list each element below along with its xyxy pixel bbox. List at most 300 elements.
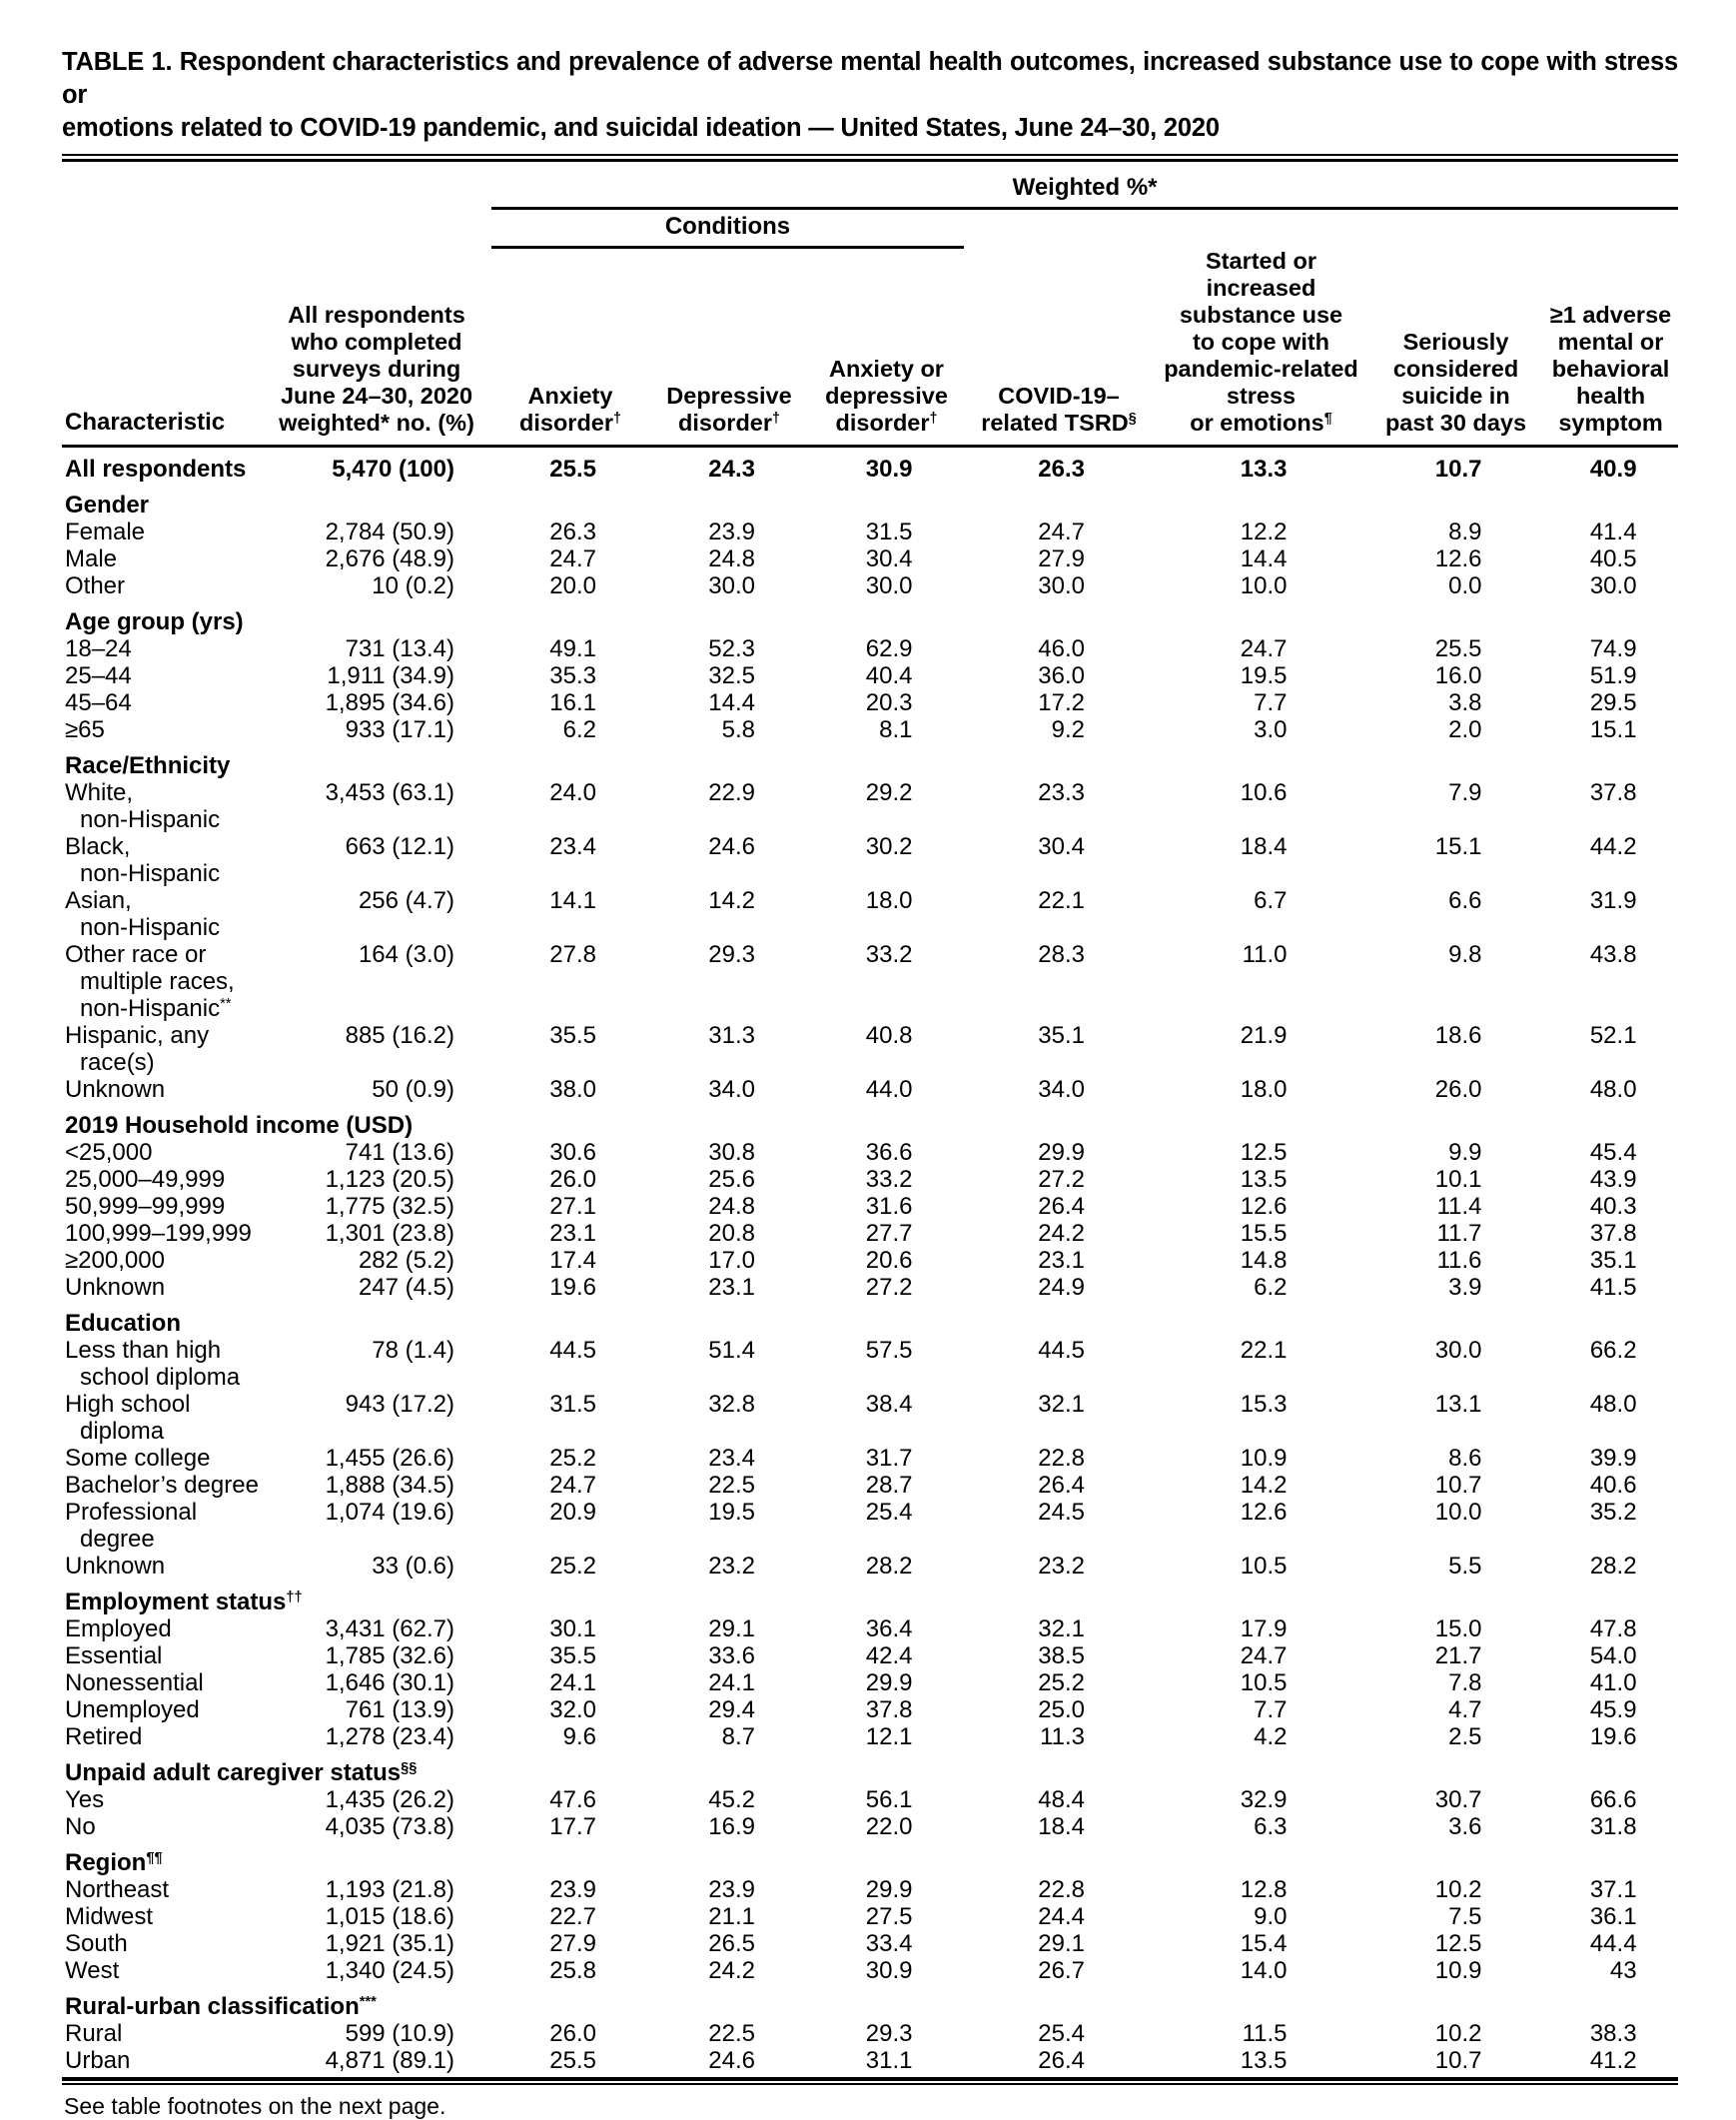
value-cell: 31.8 [1589, 1812, 1637, 1840]
value-cell: 56.1 [865, 1785, 913, 1813]
respondents-count-cell: 1,278 (23.4) [325, 1722, 454, 1750]
value-cell: 11.6 [1436, 1246, 1482, 1274]
respondents-count-cell: 599 (10.9) [345, 2019, 454, 2047]
table-row [62, 1786, 1678, 1813]
value-cell: 14.4 [708, 688, 755, 716]
value-cell: 31.3 [708, 1021, 755, 1049]
column-header: Started or increased substance use to cope with pandemic-related stress or emotions¶ [1154, 248, 1368, 447]
value-cell: 6.6 [1448, 886, 1482, 914]
value-cell: 24.7 [1038, 518, 1085, 545]
table-row [62, 779, 1678, 833]
value-cell: 48.0 [1589, 1390, 1637, 1418]
value-cell: 9.9 [1448, 1138, 1482, 1166]
value-cell: 11.5 [1242, 2019, 1288, 2047]
value-cell: 5.8 [721, 715, 755, 743]
value-cell: 14.1 [549, 886, 596, 914]
value-cell: 30.4 [1038, 832, 1085, 860]
value-cell: 33.6 [708, 1641, 755, 1669]
value-cell: 15.4 [1240, 1929, 1288, 1957]
value-cell: 21.9 [1240, 1021, 1288, 1049]
row-label-cell: Urban [65, 2046, 131, 2074]
value-cell: 6.2 [1254, 1273, 1288, 1301]
value-cell: 6.2 [562, 715, 596, 743]
value-cell: 30.7 [1434, 1785, 1482, 1813]
respondents-count-cell: 1,435 (26.2) [325, 1785, 454, 1813]
value-cell: 27.2 [1038, 1165, 1085, 1193]
respondents-count-cell: 1,455 (26.6) [325, 1444, 454, 1472]
value-cell: 24.8 [708, 544, 755, 572]
value-cell: 30.2 [865, 832, 913, 860]
value-cell: 44.5 [549, 1336, 596, 1364]
table-row [62, 1499, 1678, 1553]
value-cell: 10.9 [1434, 1956, 1482, 1984]
value-cell: 10.7 [1434, 2046, 1482, 2074]
value-cell: 10.9 [1240, 1444, 1288, 1472]
value-cell: 23.4 [708, 1444, 755, 1472]
row-label-cell: South [65, 1929, 128, 1957]
row-label-cell: Bachelor’s degree [65, 1471, 259, 1499]
value-cell: 51.9 [1589, 661, 1637, 689]
value-cell: 18.4 [1240, 832, 1288, 860]
respondents-count-cell: 247 (4.5) [358, 1273, 454, 1301]
value-cell: 0.0 [1448, 571, 1482, 599]
weighted-header-row [62, 162, 1678, 209]
value-cell: 37.8 [1589, 778, 1637, 806]
respondents-count-cell: 731 (13.4) [345, 634, 454, 662]
value-cell: 27.9 [549, 1929, 596, 1957]
value-cell: 40.5 [1589, 544, 1637, 572]
section-row [62, 743, 1678, 779]
value-cell: 10.7 [1434, 455, 1482, 483]
row-label-cell: Unemployed [65, 1695, 200, 1723]
value-cell: 13.5 [1240, 1165, 1288, 1193]
column-header: Depressive disorder† [649, 248, 809, 447]
value-cell: 24.7 [549, 1471, 596, 1499]
row-label-cell: 25–44 [65, 661, 132, 689]
table-row [62, 941, 1678, 1022]
value-cell: 24.2 [708, 1956, 755, 1984]
table-row [62, 1615, 1678, 1642]
value-cell: 32.5 [708, 661, 755, 689]
page-title-line1: TABLE 1. Respondent characteristics and prevalence of adverse mental health outcomes, increased substance use to cope with stress or [62, 48, 1678, 109]
value-cell: 41.4 [1589, 518, 1637, 545]
value-cell: 7.7 [1254, 1695, 1288, 1723]
value-cell: 37.8 [1589, 1219, 1637, 1247]
respondents-count-cell: 5,470 (100) [332, 455, 454, 483]
table-row [62, 1391, 1678, 1445]
value-cell: 31.5 [865, 518, 913, 545]
table-row [62, 545, 1678, 572]
row-label-cell: 18–24 [65, 634, 132, 662]
value-cell: 51.4 [708, 1336, 755, 1364]
value-cell: 15.5 [1240, 1219, 1288, 1247]
value-cell: 31.5 [549, 1390, 596, 1418]
value-cell: 6.3 [1254, 1812, 1288, 1840]
value-cell: 13.3 [1240, 455, 1288, 483]
section-row [62, 1840, 1678, 1876]
table-row [62, 572, 1678, 599]
value-cell: 4.2 [1254, 1722, 1288, 1750]
characteristic-header: Characteristic [62, 248, 262, 447]
value-cell: 12.6 [1240, 1192, 1288, 1220]
respondents-count-cell: 2,676 (48.9) [325, 544, 454, 572]
respondents-count-cell: 885 (16.2) [345, 1021, 454, 1049]
value-cell: 16.9 [708, 1812, 755, 1840]
value-cell: 15.0 [1434, 1614, 1482, 1642]
value-cell: 20.9 [549, 1498, 596, 1526]
value-cell: 3.8 [1448, 688, 1482, 716]
value-cell: 18.6 [1434, 1021, 1482, 1049]
row-label-cell: <25,000 [65, 1138, 153, 1166]
respondents-count-header: All respondents who completed surveys during June 24–30, 2020 weighted* no. (%) [262, 248, 491, 447]
section-label: 2019 Household income (USD) [65, 1111, 414, 1139]
table-row [62, 689, 1678, 716]
value-cell: 41.0 [1589, 1668, 1637, 1696]
value-cell: 34.0 [708, 1075, 755, 1103]
row-label-cell: Other [65, 571, 126, 599]
section-row [62, 1580, 1678, 1615]
row-label-cell: Less than high school diploma [65, 1336, 241, 1391]
row-label-cell: All respondents [65, 455, 247, 483]
value-cell: 22.8 [1038, 1875, 1085, 1903]
value-cell: 24.9 [1038, 1273, 1085, 1301]
row-label-cell: 100,999–199,999 [65, 1219, 252, 1247]
value-cell: 30.9 [865, 455, 913, 483]
table-row [62, 1166, 1678, 1193]
value-cell: 45.2 [708, 1785, 755, 1813]
row-label-cell: Black, non-Hispanic [65, 832, 221, 887]
value-cell: 44.4 [1589, 1929, 1637, 1957]
value-cell: 12.1 [865, 1722, 913, 1750]
value-cell: 8.1 [879, 715, 913, 743]
row-label-cell: Unknown [65, 1552, 166, 1580]
blank-header-cell [964, 209, 1678, 248]
row-label-cell: Essential [65, 1641, 163, 1669]
value-cell: 14.0 [1240, 1956, 1288, 1984]
table-body [62, 446, 1678, 2074]
value-cell: 38.3 [1589, 2019, 1637, 2047]
row-label-cell: Rural [65, 2019, 123, 2047]
respondents-count-cell: 1,646 (30.1) [325, 1668, 454, 1696]
value-cell: 33.4 [865, 1929, 913, 1957]
value-cell: 10.1 [1434, 1165, 1482, 1193]
value-cell: 31.7 [865, 1444, 913, 1472]
value-cell: 22.1 [1038, 886, 1085, 914]
row-label-cell: Male [65, 544, 118, 572]
row-label-cell: ≥65 [65, 715, 105, 743]
value-cell: 30.0 [1589, 571, 1637, 599]
value-cell: 15.1 [1434, 832, 1482, 860]
value-cell: 36.4 [865, 1614, 913, 1642]
value-cell: 66.2 [1589, 1336, 1637, 1364]
value-cell: 25.2 [549, 1552, 596, 1580]
row-label-cell: High school diploma [65, 1390, 191, 1445]
value-cell: 25.8 [549, 1956, 596, 1984]
value-cell: 38.5 [1038, 1641, 1085, 1669]
row-label-cell: No [65, 1812, 96, 1840]
value-cell: 4.7 [1448, 1695, 1482, 1723]
row-label-cell: Retired [65, 1722, 143, 1750]
value-cell: 8.6 [1448, 1444, 1482, 1472]
section-label: Education [65, 1309, 182, 1337]
respondents-count-cell: 1,775 (32.5) [325, 1192, 454, 1220]
respondents-count-cell: 33 (0.6) [372, 1552, 454, 1580]
value-cell: 24.7 [1240, 1641, 1288, 1669]
value-cell: 44.5 [1038, 1336, 1085, 1364]
value-cell: 28.2 [1589, 1552, 1637, 1580]
respondents-count-cell: 10 (0.2) [372, 571, 454, 599]
table-row [62, 1553, 1678, 1580]
table-row [62, 2047, 1678, 2074]
value-cell: 31.6 [865, 1192, 913, 1220]
value-cell: 26.4 [1038, 2046, 1085, 2074]
table-row [62, 1642, 1678, 1669]
value-cell: 23.1 [1038, 1246, 1085, 1274]
respondents-count-cell: 761 (13.9) [345, 1695, 454, 1723]
value-cell: 30.0 [708, 571, 755, 599]
section-label: Age group (yrs) [65, 607, 244, 635]
value-cell: 6.7 [1254, 886, 1288, 914]
value-cell: 29.9 [865, 1875, 913, 1903]
table-row [62, 1220, 1678, 1247]
row-label-cell: Professional degree [65, 1498, 198, 1553]
value-cell: 40.9 [1589, 455, 1637, 483]
value-cell: 48.4 [1038, 1785, 1085, 1813]
value-cell: 54.0 [1589, 1641, 1637, 1669]
value-cell: 49.1 [549, 634, 596, 662]
column-header: Anxiety disorder† [491, 248, 649, 447]
value-cell: 27.5 [865, 1902, 913, 1930]
conditions-group-header: Conditions [491, 209, 964, 248]
table-header [62, 162, 1678, 446]
value-cell: 10.5 [1240, 1668, 1288, 1696]
value-cell: 19.6 [1589, 1722, 1637, 1750]
respondents-count-cell: 256 (4.7) [358, 886, 454, 914]
value-cell: 14.2 [708, 886, 755, 914]
title-rule [62, 154, 1678, 162]
value-cell: 9.2 [1051, 715, 1085, 743]
respondents-count-cell: 1,340 (24.5) [325, 1956, 454, 1984]
value-cell: 15.3 [1240, 1390, 1288, 1418]
value-cell: 2.0 [1448, 715, 1482, 743]
value-cell: 30.1 [549, 1614, 596, 1642]
value-cell: 23.4 [549, 832, 596, 860]
value-cell: 29.5 [1589, 688, 1637, 716]
value-cell: 24.8 [708, 1192, 755, 1220]
value-cell: 24.3 [708, 455, 755, 483]
respondents-count-cell: 1,123 (20.5) [325, 1165, 454, 1193]
table-row [62, 1193, 1678, 1220]
value-cell: 21.7 [1434, 1641, 1482, 1669]
value-cell: 35.2 [1589, 1498, 1637, 1526]
value-cell: 9.0 [1254, 1902, 1288, 1930]
respondents-count-cell: 3,431 (62.7) [325, 1614, 454, 1642]
value-cell: 10.5 [1240, 1552, 1288, 1580]
value-cell: 10.0 [1434, 1498, 1482, 1526]
table-row [62, 887, 1678, 941]
value-cell: 19.6 [549, 1273, 596, 1301]
value-cell: 21.1 [708, 1902, 755, 1930]
value-cell: 40.6 [1589, 1471, 1637, 1499]
value-cell: 35.1 [1038, 1021, 1085, 1049]
value-cell: 10.2 [1434, 2019, 1482, 2047]
footnote-reference: See table footnotes on the next page. [64, 2092, 446, 2119]
value-cell: 15.1 [1589, 715, 1637, 743]
table-row [62, 1957, 1678, 1984]
value-cell: 16.1 [549, 688, 596, 716]
row-label-cell: 25,000–49,999 [65, 1165, 226, 1193]
column-header: ≥1 adverse mental or behavioral health symptom [1543, 248, 1678, 447]
value-cell: 33.2 [865, 940, 913, 968]
value-cell: 12.8 [1240, 1875, 1288, 1903]
table-row [62, 635, 1678, 662]
section-row [62, 1103, 1678, 1139]
value-cell: 28.2 [865, 1552, 913, 1580]
value-cell: 27.8 [549, 940, 596, 968]
row-label-cell: Some college [65, 1444, 211, 1472]
value-cell: 24.2 [1038, 1219, 1085, 1247]
respondents-count-cell: 282 (5.2) [358, 1246, 454, 1274]
value-cell: 52.3 [708, 634, 755, 662]
value-cell: 25.0 [1038, 1695, 1085, 1723]
row-label-cell: 50,999–99,999 [65, 1192, 226, 1220]
value-cell: 45.4 [1589, 1138, 1637, 1166]
value-cell: 22.0 [865, 1812, 913, 1840]
value-cell: 25.6 [708, 1165, 755, 1193]
value-cell: 35.5 [549, 1641, 596, 1669]
value-cell: 23.9 [708, 1875, 755, 1903]
value-cell: 27.9 [1038, 544, 1085, 572]
value-cell: 23.2 [1038, 1552, 1085, 1580]
value-cell: 8.7 [721, 1722, 755, 1750]
value-cell: 12.5 [1434, 1929, 1482, 1957]
respondents-count-cell: 50 (0.9) [372, 1075, 454, 1103]
value-cell: 10.0 [1240, 571, 1288, 599]
value-cell: 34.0 [1038, 1075, 1085, 1103]
value-cell: 32.0 [549, 1695, 596, 1723]
value-cell: 43 [1609, 1956, 1637, 1984]
value-cell: 23.1 [549, 1219, 596, 1247]
value-cell: 45.9 [1589, 1695, 1637, 1723]
table-row [62, 1445, 1678, 1472]
value-cell: 31.9 [1589, 886, 1637, 914]
value-cell: 32.8 [708, 1390, 755, 1418]
table-row [62, 1022, 1678, 1076]
table-row [62, 519, 1678, 545]
respondents-count-cell: 1,888 (34.5) [325, 1471, 454, 1499]
value-cell: 36.6 [865, 1138, 913, 1166]
respondents-count-cell: 78 (1.4) [372, 1336, 454, 1364]
value-cell: 25.5 [1434, 634, 1482, 662]
value-cell: 24.7 [1240, 634, 1288, 662]
value-cell: 44.0 [865, 1075, 913, 1103]
value-cell: 46.0 [1038, 634, 1085, 662]
value-cell: 24.1 [708, 1668, 755, 1696]
value-cell: 27.1 [549, 1192, 596, 1220]
value-cell: 30.0 [1434, 1336, 1482, 1364]
table-row [62, 1247, 1678, 1274]
value-cell: 3.6 [1448, 1812, 1482, 1840]
respondents-count-cell: 1,015 (18.6) [325, 1902, 454, 1930]
section-label: Gender [65, 491, 150, 519]
value-cell: 36.0 [1038, 661, 1085, 689]
value-cell: 27.7 [865, 1219, 913, 1247]
value-cell: 38.0 [549, 1075, 596, 1103]
value-cell: 30.0 [1038, 571, 1085, 599]
value-cell: 30.4 [865, 544, 913, 572]
value-cell: 24.4 [1038, 1902, 1085, 1930]
value-cell: 26.5 [708, 1929, 755, 1957]
value-cell: 10.7 [1434, 1471, 1482, 1499]
value-cell: 27.2 [865, 1273, 913, 1301]
value-cell: 24.6 [708, 2046, 755, 2074]
value-cell: 22.9 [708, 778, 755, 806]
value-cell: 28.3 [1038, 940, 1085, 968]
value-cell: 44.2 [1589, 832, 1637, 860]
row-label-cell: Asian, non-Hispanic [65, 886, 221, 941]
value-cell: 8.9 [1448, 518, 1482, 545]
value-cell: 47.6 [549, 1785, 596, 1813]
value-cell: 57.5 [865, 1336, 913, 1364]
table-row [62, 2020, 1678, 2047]
value-cell: 32.9 [1240, 1785, 1288, 1813]
value-cell: 47.8 [1589, 1614, 1637, 1642]
section-label: Race/Ethnicity [65, 751, 231, 779]
value-cell: 25.5 [549, 2046, 596, 2074]
row-label-cell: Northeast [65, 1875, 170, 1903]
value-cell: 33.2 [865, 1165, 913, 1193]
value-cell: 19.5 [1240, 661, 1288, 689]
value-cell: 12.5 [1240, 1138, 1288, 1166]
respondents-count-cell: 741 (13.6) [345, 1138, 454, 1166]
value-cell: 25.5 [549, 455, 596, 483]
value-cell: 22.1 [1240, 1336, 1288, 1364]
value-cell: 37.1 [1589, 1875, 1637, 1903]
value-cell: 74.9 [1589, 634, 1637, 662]
value-cell: 25.4 [865, 1498, 913, 1526]
value-cell: 23.9 [708, 518, 755, 545]
value-cell: 43.9 [1589, 1165, 1637, 1193]
value-cell: 11.7 [1436, 1219, 1482, 1247]
value-cell: 11.4 [1436, 1192, 1482, 1220]
page-title-line2: emotions related to COVID-19 pandemic, and suicidal ideation — United States, June 24–30, 2020 [62, 114, 1220, 142]
page-title [62, 46, 1678, 145]
row-label-cell: Hispanic, any race(s) [65, 1021, 210, 1076]
value-cell: 25.4 [1038, 2019, 1085, 2047]
value-cell: 17.2 [1038, 688, 1085, 716]
value-cell: 29.4 [708, 1695, 755, 1723]
respondents-count-cell: 2,784 (50.9) [325, 518, 454, 545]
bottom-rule [62, 2077, 1678, 2085]
blank-header-cell [62, 209, 491, 248]
weighted-percent-header: Weighted %* [491, 162, 1678, 209]
value-cell: 23.3 [1038, 778, 1085, 806]
table-row [62, 1139, 1678, 1166]
table-row [62, 446, 1678, 483]
value-cell: 18.0 [1240, 1075, 1288, 1103]
value-cell: 7.5 [1448, 1902, 1482, 1930]
row-label-cell: White, non-Hispanic [65, 778, 221, 833]
table-row [62, 1813, 1678, 1840]
section-label: Region¶¶ [65, 1848, 163, 1876]
value-cell: 35.3 [549, 661, 596, 689]
value-cell: 10.6 [1240, 778, 1288, 806]
section-row [62, 1750, 1678, 1786]
value-cell: 26.0 [549, 1165, 596, 1193]
value-cell: 26.0 [1434, 1075, 1482, 1103]
column-headers-row [62, 248, 1678, 447]
column-header: Anxiety or depressive disorder† [809, 248, 964, 447]
